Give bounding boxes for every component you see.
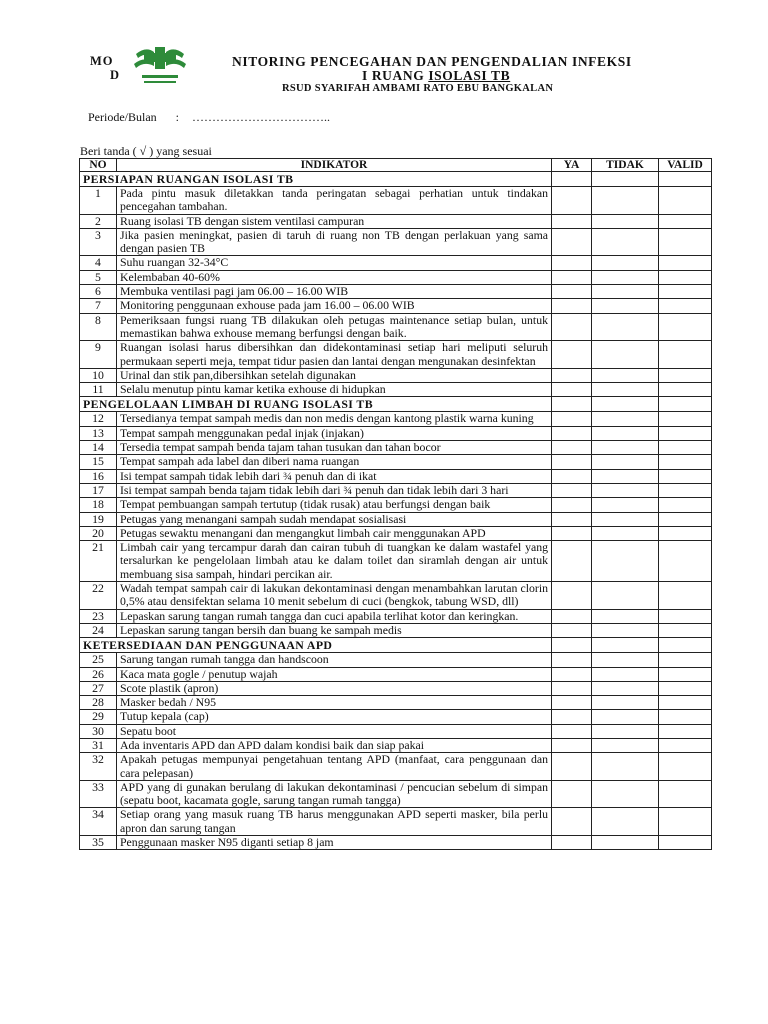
ya-check-cell[interactable] bbox=[552, 623, 592, 637]
hospital-logo bbox=[132, 44, 188, 90]
valid-check-cell[interactable] bbox=[659, 653, 712, 667]
indicator-text: Pada pintu masuk diletakkan tanda peringatan sebagai perhatian untuk tindakan pencegahan tambahan. bbox=[117, 187, 552, 215]
row-number: 9 bbox=[80, 341, 117, 369]
row-number: 33 bbox=[80, 780, 117, 808]
indicator-text: Ruang isolasi TB dengan sistem ventilasi campuran bbox=[117, 214, 552, 228]
indicator-text: Isi tempat sampah tidak lebih dari ¾ penuh dan di ikat bbox=[117, 469, 552, 483]
row-number: 13 bbox=[80, 426, 117, 440]
row-number: 29 bbox=[80, 710, 117, 724]
valid-check-cell[interactable] bbox=[659, 753, 712, 781]
row-number: 5 bbox=[80, 270, 117, 284]
tidak-check-cell[interactable] bbox=[592, 469, 659, 483]
valid-check-cell[interactable] bbox=[659, 313, 712, 341]
row-number: 25 bbox=[80, 653, 117, 667]
row-number: 16 bbox=[80, 469, 117, 483]
indicator-text: Isi tempat sampah benda tajam tidak lebih dari ¾ penuh dan tidak lebih dari 3 hari bbox=[117, 483, 552, 497]
table-row bbox=[80, 441, 712, 455]
valid-check-cell[interactable] bbox=[659, 609, 712, 623]
ya-check-cell[interactable] bbox=[552, 483, 592, 497]
valid-check-cell[interactable] bbox=[659, 526, 712, 540]
valid-check-cell[interactable] bbox=[659, 270, 712, 284]
tidak-check-cell[interactable] bbox=[592, 836, 659, 850]
document-title-line2 bbox=[362, 68, 510, 84]
valid-check-cell[interactable] bbox=[659, 412, 712, 426]
periode-blank[interactable]: …………………………….. bbox=[192, 110, 330, 124]
indicator-text: Kelembaban 40-60% bbox=[117, 270, 552, 284]
table-row bbox=[80, 738, 712, 752]
header-indikator: INDIKATOR bbox=[117, 159, 552, 172]
table-row bbox=[80, 681, 712, 695]
table-row bbox=[80, 498, 712, 512]
table-row bbox=[80, 653, 712, 667]
table-row bbox=[80, 299, 712, 313]
row-number: 20 bbox=[80, 526, 117, 540]
table-row bbox=[80, 609, 712, 623]
indicator-text: Limbah cair yang tercampur darah dan cairan tubuh di tuangkan ke dalam wastafel yang tersalurkan ke pengelolaan limbah atau ke dalam toilet dan siramlah dengan air untuk membuang sisa sampah, hindari percikan air. bbox=[117, 541, 552, 582]
title-line2-underlined: ISOLASI TB bbox=[428, 68, 511, 83]
tidak-check-cell[interactable] bbox=[592, 341, 659, 369]
table-row bbox=[80, 214, 712, 228]
tidak-check-cell[interactable] bbox=[592, 512, 659, 526]
tidak-check-cell[interactable] bbox=[592, 696, 659, 710]
valid-check-cell[interactable] bbox=[659, 455, 712, 469]
table-row bbox=[80, 710, 712, 724]
row-number: 11 bbox=[80, 383, 117, 397]
ya-check-cell[interactable] bbox=[552, 455, 592, 469]
ya-check-cell[interactable] bbox=[552, 738, 592, 752]
row-number: 27 bbox=[80, 681, 117, 695]
valid-check-cell[interactable] bbox=[659, 285, 712, 299]
table-row bbox=[80, 228, 712, 256]
ya-check-cell[interactable] bbox=[552, 667, 592, 681]
row-number: 23 bbox=[80, 609, 117, 623]
table-row bbox=[80, 541, 712, 582]
valid-check-cell[interactable] bbox=[659, 214, 712, 228]
indicator-text: Penggunaan masker N95 diganti setiap 8 jam bbox=[117, 836, 552, 850]
valid-check-cell[interactable] bbox=[659, 541, 712, 582]
table-row bbox=[80, 582, 712, 610]
periode-line bbox=[88, 110, 330, 125]
indicator-text: Lepaskan sarung tangan rumah tangga dan cuci apabila terlihat kotor dan keringkan. bbox=[117, 609, 552, 623]
indicator-text: Petugas sewaktu menangani dan mengangkut limbah cair menggunakan APD bbox=[117, 526, 552, 540]
row-number: 10 bbox=[80, 368, 117, 382]
valid-check-cell[interactable] bbox=[659, 441, 712, 455]
ya-check-cell[interactable] bbox=[552, 724, 592, 738]
indicator-text: Monitoring penggunaan exhouse pada jam 16.00 – 06.00 WIB bbox=[117, 299, 552, 313]
table-row bbox=[80, 256, 712, 270]
ya-check-cell[interactable] bbox=[552, 383, 592, 397]
tidak-check-cell[interactable] bbox=[592, 299, 659, 313]
header-no: NO bbox=[80, 159, 117, 172]
tidak-check-cell[interactable] bbox=[592, 412, 659, 426]
ya-check-cell[interactable] bbox=[552, 299, 592, 313]
section-empty-cell bbox=[592, 638, 659, 653]
valid-check-cell[interactable] bbox=[659, 738, 712, 752]
valid-check-cell[interactable] bbox=[659, 836, 712, 850]
valid-check-cell[interactable] bbox=[659, 808, 712, 836]
valid-check-cell[interactable] bbox=[659, 483, 712, 497]
table-row bbox=[80, 780, 712, 808]
indicator-text: Sepatu boot bbox=[117, 724, 552, 738]
tidak-check-cell[interactable] bbox=[592, 738, 659, 752]
table-row bbox=[80, 512, 712, 526]
header-valid: VALID bbox=[659, 159, 712, 172]
ya-check-cell[interactable] bbox=[552, 313, 592, 341]
ya-check-cell[interactable] bbox=[552, 836, 592, 850]
ya-check-cell[interactable] bbox=[552, 582, 592, 610]
ya-check-cell[interactable] bbox=[552, 498, 592, 512]
indicator-text: Kaca mata gogle / penutup wajah bbox=[117, 667, 552, 681]
tidak-check-cell[interactable] bbox=[592, 441, 659, 455]
indicator-text: Tempat sampah ada label dan diberi nama ruangan bbox=[117, 455, 552, 469]
checklist-table bbox=[79, 158, 712, 850]
indicator-text: Tersedianya tempat sampah medis dan non medis dengan kantong plastik warna kuning bbox=[117, 412, 552, 426]
indicator-text: Pemeriksaan fungsi ruang TB dilakukan oleh petugas maintenance setiap bulan, untuk memastikan bahwa exhouse memang berfungsi dengan baik. bbox=[117, 313, 552, 341]
table-body bbox=[80, 172, 712, 850]
indicator-text: Ruangan isolasi harus dibersihkan dan didekontaminasi setiap hari meliputi seluruh permukaan seperti meja, tempat tidur pasien dan lantai dengan mengunakan desinfektan bbox=[117, 341, 552, 369]
table-row bbox=[80, 696, 712, 710]
table-row bbox=[80, 187, 712, 215]
table-row bbox=[80, 426, 712, 440]
tidak-check-cell[interactable] bbox=[592, 256, 659, 270]
valid-check-cell[interactable] bbox=[659, 681, 712, 695]
tidak-check-cell[interactable] bbox=[592, 455, 659, 469]
row-number: 15 bbox=[80, 455, 117, 469]
tidak-check-cell[interactable] bbox=[592, 753, 659, 781]
ya-check-cell[interactable] bbox=[552, 780, 592, 808]
tidak-check-cell[interactable] bbox=[592, 498, 659, 512]
valid-check-cell[interactable] bbox=[659, 187, 712, 215]
table-row bbox=[80, 270, 712, 284]
valid-check-cell[interactable] bbox=[659, 498, 712, 512]
valid-check-cell[interactable] bbox=[659, 469, 712, 483]
table-row bbox=[80, 483, 712, 497]
indicator-text: Masker bedah / N95 bbox=[117, 696, 552, 710]
row-number: 26 bbox=[80, 667, 117, 681]
indicator-text: Setiap orang yang masuk ruang TB harus menggunakan APD seperti masker, bila perlu apron dan sarung tangan bbox=[117, 808, 552, 836]
row-number: 24 bbox=[80, 623, 117, 637]
indicator-text: Tempat sampah menggunakan pedal injak (injakan) bbox=[117, 426, 552, 440]
section-empty-cell bbox=[659, 638, 712, 653]
tidak-check-cell[interactable] bbox=[592, 623, 659, 637]
tidak-check-cell[interactable] bbox=[592, 724, 659, 738]
indicator-text: Petugas yang menangani sampah sudah mendapat sosialisasi bbox=[117, 512, 552, 526]
ya-check-cell[interactable] bbox=[552, 696, 592, 710]
title-fragment-mo: MO bbox=[90, 54, 114, 68]
table-row bbox=[80, 455, 712, 469]
row-number: 22 bbox=[80, 582, 117, 610]
title-line2-prefix: I RUANG bbox=[362, 68, 429, 83]
tidak-check-cell[interactable] bbox=[592, 270, 659, 284]
valid-check-cell[interactable] bbox=[659, 696, 712, 710]
tidak-check-cell[interactable] bbox=[592, 808, 659, 836]
indicator-text: Apakah petugas mempunyai pengetahuan tentang APD (manfaat, cara penggunaan dan cara pelepasan) bbox=[117, 753, 552, 781]
hospital-name: RSUD SYARIFAH AMBAMI RATO EBU BANGKALAN bbox=[282, 83, 554, 94]
table-row bbox=[80, 526, 712, 540]
row-number: 8 bbox=[80, 313, 117, 341]
ya-check-cell[interactable] bbox=[552, 469, 592, 483]
table-row bbox=[80, 285, 712, 299]
section-empty-cell bbox=[659, 172, 712, 187]
tidak-check-cell[interactable] bbox=[592, 582, 659, 610]
valid-check-cell[interactable] bbox=[659, 368, 712, 382]
tidak-check-cell[interactable] bbox=[592, 609, 659, 623]
row-number: 28 bbox=[80, 696, 117, 710]
row-number: 31 bbox=[80, 738, 117, 752]
ya-check-cell[interactable] bbox=[552, 710, 592, 724]
table-row bbox=[80, 724, 712, 738]
valid-check-cell[interactable] bbox=[659, 341, 712, 369]
section-row bbox=[80, 638, 712, 653]
ya-check-cell[interactable] bbox=[552, 187, 592, 215]
tidak-check-cell[interactable] bbox=[592, 228, 659, 256]
tidak-check-cell[interactable] bbox=[592, 383, 659, 397]
periode-label: Periode/Bulan bbox=[88, 110, 157, 124]
valid-check-cell[interactable] bbox=[659, 228, 712, 256]
tidak-check-cell[interactable] bbox=[592, 667, 659, 681]
ya-check-cell[interactable] bbox=[552, 256, 592, 270]
ya-check-cell[interactable] bbox=[552, 681, 592, 695]
ya-check-cell[interactable] bbox=[552, 341, 592, 369]
tidak-check-cell[interactable] bbox=[592, 710, 659, 724]
tidak-check-cell[interactable] bbox=[592, 780, 659, 808]
ya-check-cell[interactable] bbox=[552, 753, 592, 781]
section-empty-cell bbox=[552, 172, 592, 187]
table-row bbox=[80, 313, 712, 341]
section-empty-cell bbox=[592, 397, 659, 412]
title-fragment-d: D bbox=[110, 68, 120, 82]
row-number: 14 bbox=[80, 441, 117, 455]
row-number: 3 bbox=[80, 228, 117, 256]
section-empty-cell bbox=[552, 638, 592, 653]
section-empty-cell bbox=[592, 172, 659, 187]
row-number: 12 bbox=[80, 412, 117, 426]
ya-check-cell[interactable] bbox=[552, 285, 592, 299]
periode-colon: : bbox=[175, 110, 179, 124]
valid-check-cell[interactable] bbox=[659, 512, 712, 526]
ya-check-cell[interactable] bbox=[552, 609, 592, 623]
table-row bbox=[80, 667, 712, 681]
row-number: 7 bbox=[80, 299, 117, 313]
indicator-text: Tersedia tempat sampah benda tajam tahan tusukan dan tahan bocor bbox=[117, 441, 552, 455]
tidak-check-cell[interactable] bbox=[592, 541, 659, 582]
ya-check-cell[interactable] bbox=[552, 541, 592, 582]
tidak-check-cell[interactable] bbox=[592, 426, 659, 440]
section-title: PERSIAPAN RUANGAN ISOLASI TB bbox=[80, 172, 552, 187]
tidak-check-cell[interactable] bbox=[592, 653, 659, 667]
tidak-check-cell[interactable] bbox=[592, 526, 659, 540]
indicator-text: Lepaskan sarung tangan bersih dan buang ke sampah medis bbox=[117, 623, 552, 637]
valid-check-cell[interactable] bbox=[659, 299, 712, 313]
indicator-text: Urinal dan stik pan,dibersihkan setelah digunakan bbox=[117, 368, 552, 382]
row-number: 18 bbox=[80, 498, 117, 512]
row-number: 4 bbox=[80, 256, 117, 270]
tidak-check-cell[interactable] bbox=[592, 368, 659, 382]
section-row bbox=[80, 172, 712, 187]
tidak-check-cell[interactable] bbox=[592, 483, 659, 497]
table-row bbox=[80, 412, 712, 426]
tidak-check-cell[interactable] bbox=[592, 187, 659, 215]
row-number: 34 bbox=[80, 808, 117, 836]
section-title: KETERSEDIAAN DAN PENGGUNAAN APD bbox=[80, 638, 552, 653]
valid-check-cell[interactable] bbox=[659, 667, 712, 681]
indicator-text: APD yang di gunakan berulang di lakukan dekontaminasi / pencucian sebelum di simpan (sepatu boot, kacamata gogle, sarung tangan rumah tangga) bbox=[117, 780, 552, 808]
indicator-text: Sarung tangan rumah tangga dan handscoon bbox=[117, 653, 552, 667]
valid-check-cell[interactable] bbox=[659, 780, 712, 808]
section-empty-cell bbox=[552, 397, 592, 412]
table-row bbox=[80, 836, 712, 850]
row-number: 35 bbox=[80, 836, 117, 850]
tidak-check-cell[interactable] bbox=[592, 681, 659, 695]
valid-check-cell[interactable] bbox=[659, 383, 712, 397]
ya-check-cell[interactable] bbox=[552, 214, 592, 228]
section-title: PENGELOLAAN LIMBAH DI RUANG ISOLASI TB bbox=[80, 397, 552, 412]
table-row bbox=[80, 368, 712, 382]
ya-check-cell[interactable] bbox=[552, 228, 592, 256]
row-number: 2 bbox=[80, 214, 117, 228]
ya-check-cell[interactable] bbox=[552, 368, 592, 382]
indicator-text: Wadah tempat sampah cair di lakukan dekontaminasi dengan menambahkan larutan clorin 0,5% atau densifektan selama 10 menit sebelum di cuci (bengkok, tabung WSD, dll) bbox=[117, 582, 552, 610]
indicator-text: Scote plastik (apron) bbox=[117, 681, 552, 695]
table-header-row bbox=[80, 159, 712, 172]
ya-check-cell[interactable] bbox=[552, 426, 592, 440]
indicator-text: Ada inventaris APD dan APD dalam kondisi baik dan siap pakai bbox=[117, 738, 552, 752]
indicator-text: Tutup kepala (cap) bbox=[117, 710, 552, 724]
valid-check-cell[interactable] bbox=[659, 724, 712, 738]
ya-check-cell[interactable] bbox=[552, 808, 592, 836]
indicator-text: Selalu menutup pintu kamar ketika exhouse di hidupkan bbox=[117, 383, 552, 397]
valid-check-cell[interactable] bbox=[659, 623, 712, 637]
table-row bbox=[80, 469, 712, 483]
row-number: 32 bbox=[80, 753, 117, 781]
section-row bbox=[80, 397, 712, 412]
valid-check-cell[interactable] bbox=[659, 256, 712, 270]
table-row bbox=[80, 753, 712, 781]
ya-check-cell[interactable] bbox=[552, 270, 592, 284]
header-ya: YA bbox=[552, 159, 592, 172]
table-row bbox=[80, 341, 712, 369]
tidak-check-cell[interactable] bbox=[592, 285, 659, 299]
ya-check-cell[interactable] bbox=[552, 512, 592, 526]
instruction-text: Beri tanda ( √ ) yang sesuai bbox=[80, 144, 212, 158]
ya-check-cell[interactable] bbox=[552, 441, 592, 455]
header-tidak: TIDAK bbox=[592, 159, 659, 172]
valid-check-cell[interactable] bbox=[659, 710, 712, 724]
ya-check-cell[interactable] bbox=[552, 653, 592, 667]
table-row bbox=[80, 808, 712, 836]
tidak-check-cell[interactable] bbox=[592, 313, 659, 341]
valid-check-cell[interactable] bbox=[659, 426, 712, 440]
row-number: 1 bbox=[80, 187, 117, 215]
row-number: 17 bbox=[80, 483, 117, 497]
row-number: 19 bbox=[80, 512, 117, 526]
row-number: 6 bbox=[80, 285, 117, 299]
section-empty-cell bbox=[659, 397, 712, 412]
ya-check-cell[interactable] bbox=[552, 412, 592, 426]
indicator-text: Suhu ruangan 32-34°C bbox=[117, 256, 552, 270]
row-number: 30 bbox=[80, 724, 117, 738]
row-number: 21 bbox=[80, 541, 117, 582]
table-row bbox=[80, 383, 712, 397]
indicator-text: Membuka ventilasi pagi jam 06.00 – 16.00 WIB bbox=[117, 285, 552, 299]
document-title-line1: NITORING PENCEGAHAN DAN PENGENDALIAN INFEKSI bbox=[232, 54, 632, 69]
ya-check-cell[interactable] bbox=[552, 526, 592, 540]
table-row bbox=[80, 623, 712, 637]
indicator-text: Tempat pembuangan sampah tertutup (tidak rusak) atau berfungsi dengan baik bbox=[117, 498, 552, 512]
indicator-text: Jika pasien meningkat, pasien di taruh di ruang non TB dengan perlakuan yang sama dengan pasien TB bbox=[117, 228, 552, 256]
tidak-check-cell[interactable] bbox=[592, 214, 659, 228]
valid-check-cell[interactable] bbox=[659, 582, 712, 610]
